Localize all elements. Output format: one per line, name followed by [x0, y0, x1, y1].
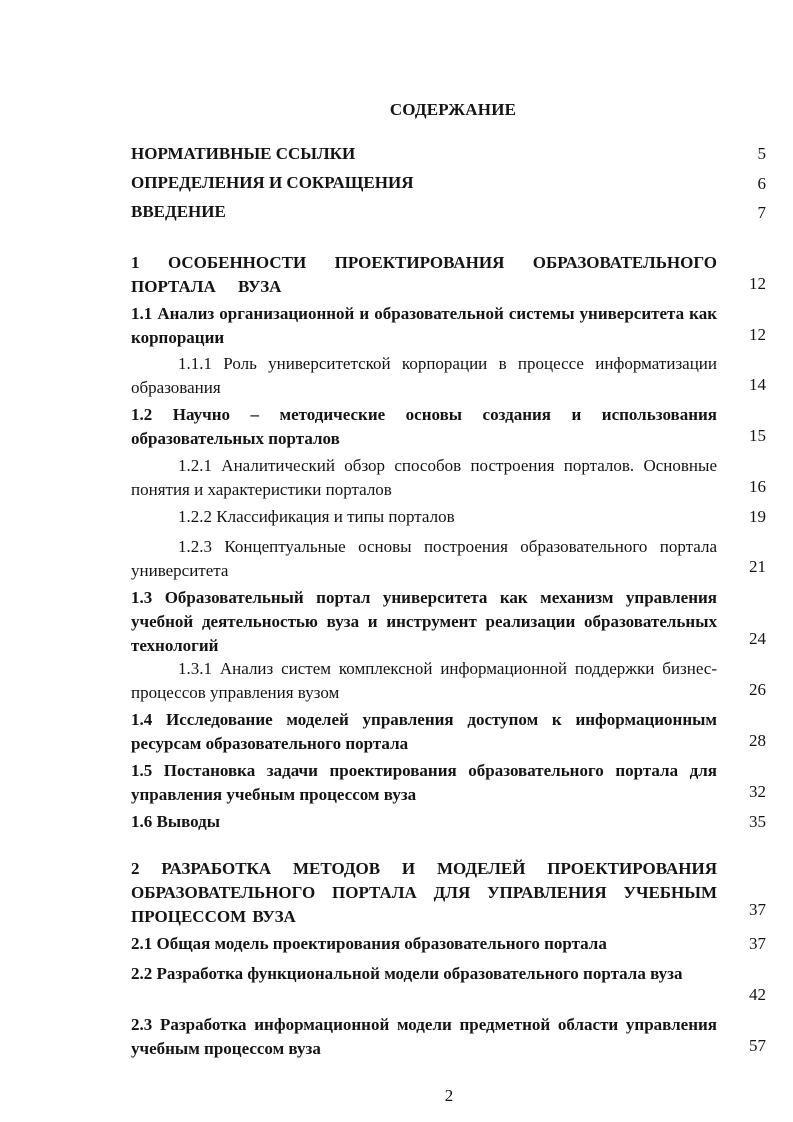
toc-entry-title: 1.3.1 Анализ систем комплексной информационной поддержки бизнес-процессов управления вузом	[131, 659, 717, 702]
toc-entry-page: 37	[749, 934, 766, 953]
page-number: 2	[444, 1086, 454, 1105]
toc-entry-title: 2.2 Разработка функциональной модели образовательного портала вуза	[131, 964, 683, 983]
toc-entry-title: 1 ОСОБЕННОСТИ ПРОЕКТИРОВАНИЯ ОБРАЗОВАТЕЛЬНОГО ПОРТАЛА ВУЗА	[131, 253, 717, 296]
toc-entry-title: 2.1 Общая модель проектирования образовательного портала	[131, 934, 607, 953]
toc-entry-title: 1.3 Образовательный портал университета как механизм управления учебной деятельностью вуза и инструмент реализации образовательных технологий	[131, 588, 717, 655]
toc-entry-title: 1.4 Исследование моделей управления доступом к информационным ресурсам образовательного портала	[131, 710, 717, 753]
toc-entry-page: 37	[749, 900, 766, 919]
toc-entry-page: 7	[757, 203, 766, 222]
toc-entry-title: 1.2.3 Концептуальные основы построения образовательного портала университета	[131, 537, 717, 580]
toc-entry-title: ОПРЕДЕЛЕНИЯ И СОКРАЩЕНИЯ	[131, 173, 414, 192]
toc-entry-title: 1.5 Постановка задачи проектирования образовательного портала для управления учебным процессом вуза	[131, 761, 717, 804]
toc-entry-title: ВВЕДЕНИЕ	[131, 202, 226, 221]
toc-entry-title: 1.1 Анализ организационной и образовательной системы университета как корпорации	[131, 304, 717, 347]
toc-entry-title: 1.1.1 Роль университетской корпорации в процессе информатизации образования	[131, 354, 717, 397]
toc-entry-page: 15	[749, 426, 766, 445]
toc-entry-title: 2.3 Разработка информационной модели предметной области управления учебным процессом вуза	[131, 1015, 717, 1058]
toc-entry-page: 35	[749, 812, 766, 831]
toc-entry-page: 57	[749, 1036, 766, 1055]
toc-entry-page: 32	[749, 782, 766, 801]
toc-entry-page: 42	[749, 985, 766, 1004]
toc-entry-title: 2 РАЗРАБОТКА МЕТОДОВ И МОДЕЛЕЙ ПРОЕКТИРОВАНИЯ ОБРАЗОВАТЕЛЬНОГО ПОРТАЛА ДЛЯ УПРАВЛЕНИЯ УЧЕБНЫМ ПРОЦЕССОМ ВУЗА	[131, 859, 717, 926]
page-title: СОДЕРЖАНИЕ	[389, 100, 517, 119]
toc-entry-page: 19	[749, 507, 766, 526]
toc-entry-page: 12	[749, 325, 766, 344]
toc-entry-page: 12	[749, 274, 766, 293]
toc-entry-page: 14	[749, 375, 766, 394]
toc-entry-page: 21	[749, 557, 766, 576]
toc-entry-title: 1.2.1 Аналитический обзор способов построения порталов. Основные понятия и характеристики порталов	[131, 456, 717, 499]
toc-entry-page: 5	[757, 144, 766, 163]
toc-entry-page: 28	[749, 731, 766, 750]
toc-entry-page: 26	[749, 680, 766, 699]
toc-entry-page: 6	[757, 174, 766, 193]
toc-entry-title: 1.6 Выводы	[131, 812, 221, 831]
toc-entry-title: НОРМАТИВНЫЕ ССЫЛКИ	[131, 144, 356, 163]
toc-entry-page: 16	[749, 477, 766, 496]
toc-entry-title: 1.2 Научно – методические основы создания и использования образовательных порталов	[131, 405, 717, 448]
toc-entry-title: 1.2.2 Классификация и типы порталов	[178, 507, 455, 526]
toc-entry-page: 24	[749, 629, 766, 648]
